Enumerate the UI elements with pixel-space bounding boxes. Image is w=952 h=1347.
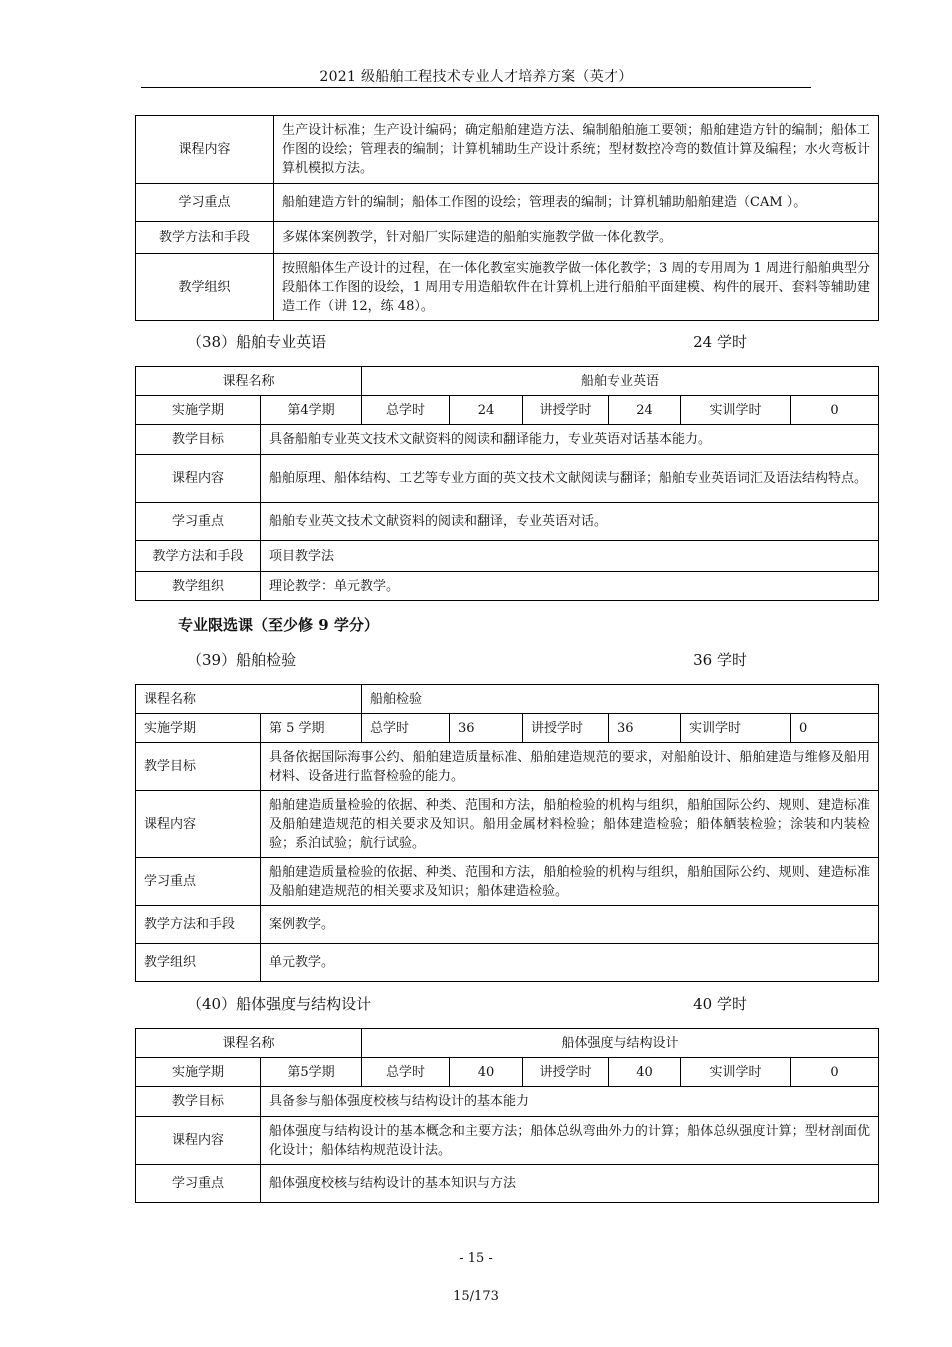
course-40-table xyxy=(135,1028,879,1203)
focus-text: 船体强度校核与结构设计的基本知识与方法 xyxy=(261,1165,879,1203)
org-label: 教学组织 xyxy=(136,572,261,601)
org-text: 理论教学：单元教学。 xyxy=(261,572,879,601)
content-text: 船舶原理、船体结构、工艺等专业方面的英文技术文献阅读与翻译；船舶专业英语词汇及语法结构特点。 xyxy=(261,455,879,503)
page-header-title: 2021 级船舶工程技术专业人才培养方案（英才） xyxy=(319,69,633,85)
total-hours-label: 总学时 xyxy=(362,1058,450,1087)
course-name: 船舶检验 xyxy=(362,685,879,714)
content-text: 船体强度与结构设计的基本概念和主要方法；船体总纵弯曲外力的计算；船体总纵强度计算；型材剖面优化设计；船体结构规范设计法。 xyxy=(261,1117,879,1165)
row-label: 教学组织 xyxy=(136,254,274,321)
page-number: - 15 - xyxy=(459,1251,493,1266)
goal-label: 教学目标 xyxy=(136,743,261,791)
focus-label: 学习重点 xyxy=(136,858,261,906)
name-label: 课程名称 xyxy=(136,685,362,714)
goal-text: 具备船舶专业英文技术文献资料的阅读和翻译能力，专业英语对话基本能力。 xyxy=(261,425,879,455)
goal-text: 具备参与船体强度校核与结构设计的基本能力 xyxy=(261,1087,879,1117)
lecture-hours-label: 讲授学时 xyxy=(523,1058,609,1087)
page-count: 15/173 xyxy=(453,1289,499,1304)
row-text: 按照船体生产设计的过程，在一体化教室实施教学做一体化教学；3 周的专用周为 1 周进行船舶典型分段船体工作图的设绘，1 周用专用造船软件在计算机上进行船舶平面建模、构件的展开、套料等辅助建造工作（讲 12，练 48）。 xyxy=(274,254,879,321)
lecture-hours-label: 讲授学时 xyxy=(523,714,609,743)
lecture-hours-value: 24 xyxy=(609,396,681,425)
table-row xyxy=(136,222,879,254)
content-label: 课程内容 xyxy=(136,455,261,503)
goal-label: 教学目标 xyxy=(136,425,261,455)
name-label: 课程名称 xyxy=(136,1029,362,1058)
course-name: 船体强度与结构设计 xyxy=(362,1029,879,1058)
course-38-caption xyxy=(187,331,747,353)
course-title: （39）船舶检验 xyxy=(187,651,297,669)
semester-value: 第5学期 xyxy=(261,1058,362,1087)
name-label: 课程名称 xyxy=(136,367,362,396)
semester-value: 第 5 学期 xyxy=(261,714,362,743)
table-row xyxy=(136,254,879,321)
row-text: 船舶建造方针的编制；船体工作图的设绘；管理表的编制；计算机辅助船舶建造（CAM ）。 xyxy=(274,184,879,222)
content-label: 课程内容 xyxy=(136,1117,261,1165)
course-title: （38）船舶专业英语 xyxy=(187,333,327,351)
course-hours: 36 学时 xyxy=(693,651,747,669)
content-text: 船舶建造质量检验的依据、种类、范围和方法，船舶检验的机构与组织，船舶国际公约、规则、建造标准及船舶建造规范的相关要求及知识。船用金属材料检验；船体建造检验；船体舾装检验；涂装和内装检验；系泊试验；航行试验。 xyxy=(261,791,879,858)
method-label: 教学方法和手段 xyxy=(136,906,261,944)
course-39-table xyxy=(135,684,879,982)
row-label: 学习重点 xyxy=(136,184,274,222)
semester-label: 实施学期 xyxy=(136,714,261,743)
course-table-continued xyxy=(135,115,879,321)
table-row xyxy=(136,184,879,222)
practice-hours-label: 实训学时 xyxy=(681,1058,791,1087)
course-hours: 40 学时 xyxy=(693,995,747,1013)
total-hours-value: 36 xyxy=(450,714,523,743)
section-heading: 专业限选课（至少修 9 学分） xyxy=(178,616,379,634)
semester-label: 实施学期 xyxy=(136,1058,261,1087)
goal-text: 具备依据国际海事公约、船舶建造质量标准、船舶建造规范的要求，对船舶设计、船舶建造与维修及船用材料、设备进行监督检验的能力。 xyxy=(261,743,879,791)
lecture-hours-value: 36 xyxy=(609,714,681,743)
practice-hours-value: 0 xyxy=(791,1058,879,1087)
focus-text: 船舶建造质量检验的依据、种类、范围和方法，船舶检验的机构与组织，船舶国际公约、规则、建造标准及船舶建造规范的相关要求及知识；船体建造检验。 xyxy=(261,858,879,906)
method-label: 教学方法和手段 xyxy=(136,541,261,572)
focus-label: 学习重点 xyxy=(136,1165,261,1203)
semester-label: 实施学期 xyxy=(136,396,261,425)
practice-hours-value: 0 xyxy=(791,396,879,425)
total-hours-value: 40 xyxy=(450,1058,523,1087)
row-text: 多媒体案例教学，针对船厂实际建造的船舶实施教学做一体化教学。 xyxy=(274,222,879,254)
total-hours-value: 24 xyxy=(450,396,523,425)
header-rule xyxy=(141,87,811,88)
goal-label: 教学目标 xyxy=(136,1087,261,1117)
org-label: 教学组织 xyxy=(136,944,261,982)
practice-hours-label: 实训学时 xyxy=(681,714,791,743)
row-label: 教学方法和手段 xyxy=(136,222,274,254)
course-40-caption xyxy=(187,993,747,1015)
course-title: （40）船体强度与结构设计 xyxy=(187,995,372,1013)
practice-hours-value: 0 xyxy=(791,714,879,743)
content-label: 课程内容 xyxy=(136,791,261,858)
lecture-hours-value: 40 xyxy=(609,1058,681,1087)
focus-text: 船舶专业英文技术文献资料的阅读和翻译，专业英语对话。 xyxy=(261,503,879,541)
method-text: 项目教学法 xyxy=(261,541,879,572)
method-text: 案例教学。 xyxy=(261,906,879,944)
course-38-table xyxy=(135,366,879,601)
semester-value: 第4学期 xyxy=(261,396,362,425)
table-row xyxy=(136,116,879,184)
practice-hours-label: 实训学时 xyxy=(681,396,791,425)
total-hours-label: 总学时 xyxy=(362,714,450,743)
org-text: 单元教学。 xyxy=(261,944,879,982)
lecture-hours-label: 讲授学时 xyxy=(523,396,609,425)
row-label: 课程内容 xyxy=(136,116,274,184)
course-hours: 24 学时 xyxy=(693,333,747,351)
total-hours-label: 总学时 xyxy=(362,396,450,425)
course-name: 船舶专业英语 xyxy=(362,367,879,396)
course-39-caption xyxy=(187,649,747,671)
row-text: 生产设计标准；生产设计编码；确定船舶建造方法、编制船舶施工要领；船舶建造方针的编制；船体工作图的设绘；管理表的编制；计算机辅助生产设计系统；型材数控冷弯的数值计算及编程；水火弯板计算机模拟方法。 xyxy=(274,116,879,184)
focus-label: 学习重点 xyxy=(136,503,261,541)
